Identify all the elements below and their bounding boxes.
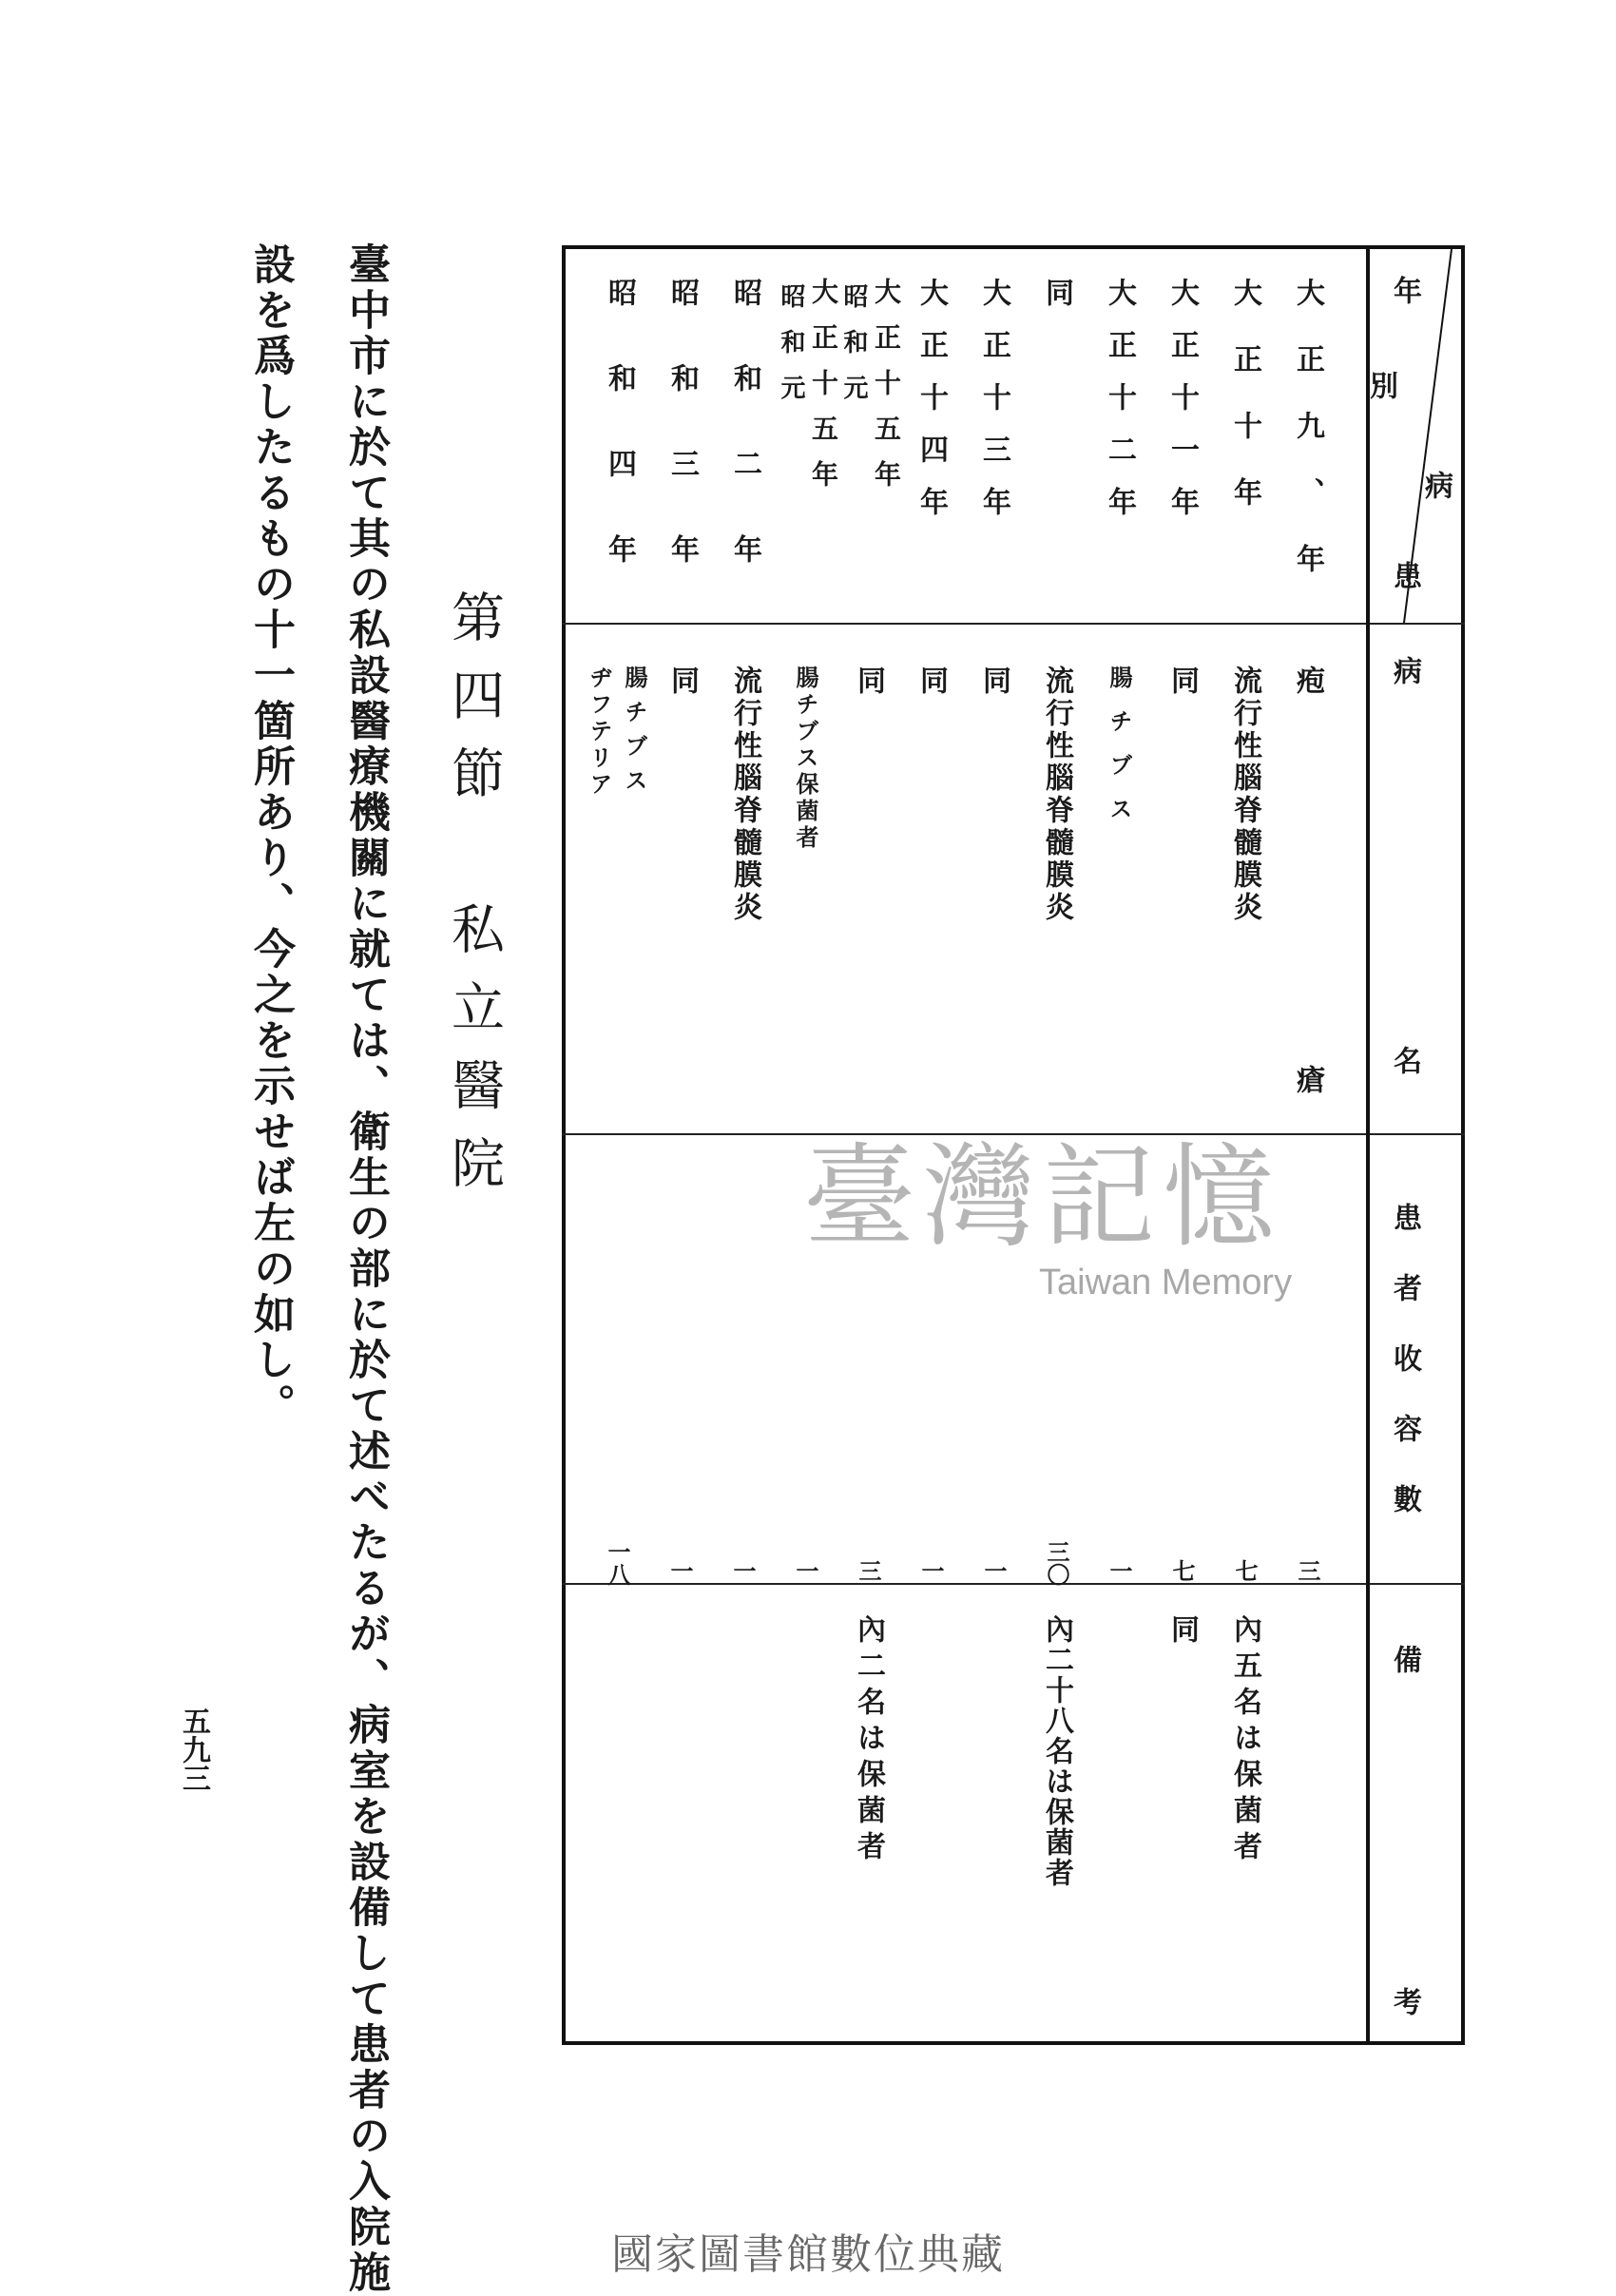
row-5-disease: 流行性腦脊髓膜炎 — [1040, 666, 1073, 924]
row-10-year: 昭和二年 — [728, 278, 761, 620]
row-4-patients: 一 — [1106, 1559, 1133, 1582]
row-8-year-a: 大正十五年 — [871, 278, 902, 506]
row-4-year: 大正十二年 — [1103, 278, 1136, 539]
header-remarks: 備 — [1388, 1645, 1421, 1673]
row-12-disease-b: ヂフテリア — [586, 666, 613, 799]
row-12-disease-a: 腸チブス — [621, 666, 648, 802]
section-title: 第四節 私立醫院 — [443, 589, 505, 1213]
row-6-disease: 同 — [977, 666, 1010, 698]
row-8-year-b: 昭和元 — [839, 283, 868, 420]
row-divider-patients — [562, 1583, 1465, 1585]
prose-line-1: 臺中市に於て其の私設醫療機關に就ては、衛生の部に於て述べたるが、病室を設備して患者の入院施 — [341, 242, 390, 2296]
header-patient-2: 患 — [1388, 561, 1421, 589]
header-patient: 病 — [1419, 471, 1452, 499]
row-9-patients: 一 — [792, 1559, 819, 1582]
row-1-disease: 疱 瘡 — [1291, 666, 1324, 1264]
row-7-year: 大正十四年 — [914, 278, 948, 539]
row-9-disease: 腸チブス保菌者 — [792, 666, 819, 852]
row-11-patients: 一 — [666, 1559, 694, 1582]
row-4-disease: 腸チブス — [1106, 666, 1133, 840]
header-patients: 患者收容數 — [1388, 1203, 1421, 1554]
row-10-disease: 流行性腦脊髓膜炎 — [728, 666, 761, 924]
header-disease-2: 名 — [1388, 1046, 1421, 1074]
row-3-remarks: 同 — [1165, 1614, 1199, 1650]
prose-line-2: 設を爲したるもの十一箇所あり、今之を示せば左の如し。 — [246, 242, 295, 1429]
row-12-year: 昭和四年 — [603, 278, 636, 620]
header-year: 年 — [1388, 276, 1421, 304]
row-6-year: 大正十三年 — [977, 278, 1010, 539]
row-2-year: 大正十年 — [1228, 278, 1261, 544]
row-11-year: 昭和三年 — [665, 278, 699, 620]
row-3-year: 大正十一年 — [1165, 278, 1199, 539]
row-9-year-b: 昭和元 — [777, 283, 805, 420]
header-disease: 病 — [1388, 656, 1421, 685]
row-8-remarks: 內二名は保菌者 — [852, 1614, 885, 1867]
header-remarks-2: 考 — [1388, 1987, 1421, 2016]
row-10-patients: 一 — [729, 1559, 757, 1582]
row-divider-year — [562, 623, 1465, 625]
row-7-disease: 同 — [914, 666, 948, 698]
watermark-english: Taiwan Memory — [1039, 1263, 1293, 1302]
row-2-patients: 七 — [1231, 1559, 1259, 1582]
row-3-patients: 七 — [1168, 1559, 1196, 1582]
row-3-disease: 同 — [1165, 666, 1199, 698]
header-year-2: 別 — [1364, 371, 1397, 399]
row-1-year: 大正九、年 — [1291, 278, 1324, 610]
footer-archive-label: 國家圖書館數位典藏 — [611, 2230, 1005, 2279]
row-2-remarks: 內五名は保菌者 — [1228, 1614, 1261, 1867]
row-2-disease: 流行性腦脊髓膜炎 — [1228, 666, 1261, 924]
watermark-chinese: 臺灣記憶 — [803, 1131, 1283, 1263]
row-11-disease: 同 — [665, 666, 699, 698]
row-12-patients: 一八 — [604, 1540, 631, 1586]
row-8-patients: 三 — [855, 1559, 882, 1582]
row-1-patients: 三 — [1294, 1559, 1321, 1582]
row-7-patients: 一 — [917, 1559, 945, 1582]
row-5-remarks: 內二十八名は保菌者 — [1040, 1614, 1073, 1888]
row-9-year-a: 大正十五年 — [808, 278, 839, 506]
row-8-disease: 同 — [852, 666, 885, 698]
row-6-patients: 一 — [980, 1559, 1008, 1582]
row-5-patients: 三〇 — [1043, 1540, 1070, 1586]
page-number: 五九三 — [177, 1707, 210, 1792]
row-5-year: 同 — [1040, 278, 1073, 308]
